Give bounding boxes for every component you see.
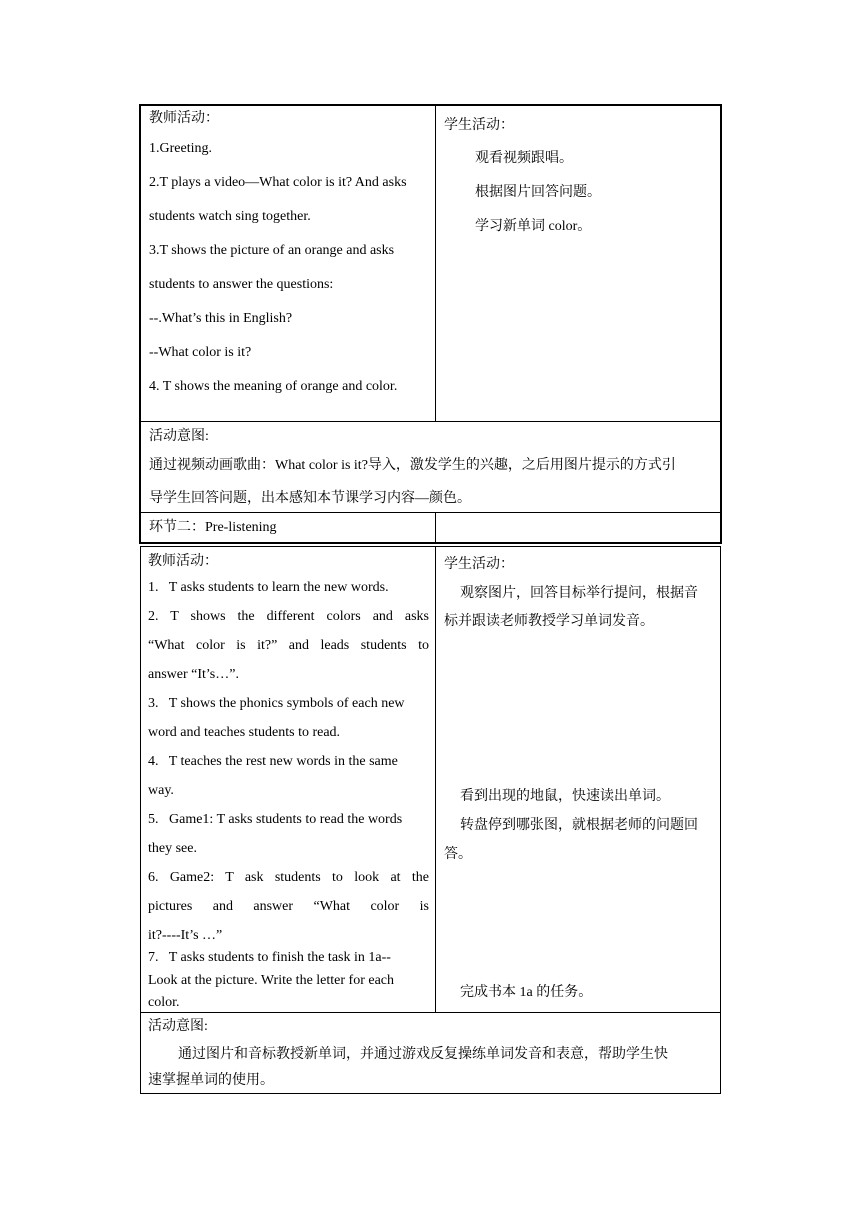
teacher-line: 6. Game2: T ask students to look at the bbox=[148, 870, 429, 885]
teacher-line: pictures and answer “What color is bbox=[148, 899, 429, 914]
teacher-line: answer “It’s…”. bbox=[148, 667, 239, 682]
teacher-line: color. bbox=[148, 995, 180, 1010]
student-line: 答。 bbox=[444, 847, 472, 862]
table1-hline-2 bbox=[141, 512, 720, 513]
lesson-table-2 bbox=[140, 546, 721, 1094]
student-line: 观看视频跟唱。 bbox=[475, 151, 573, 166]
intent-heading: 活动意图: bbox=[149, 429, 209, 444]
teacher-activity-heading: 教师活动： bbox=[148, 554, 218, 569]
teacher-line: Look at the picture. Write the letter for each bbox=[148, 973, 395, 988]
table1-vertical-divider bbox=[435, 106, 436, 422]
student-line: 转盘停到哪张图，就根据老师的问题回 bbox=[460, 818, 698, 833]
student-activity-heading: 学生活动： bbox=[444, 118, 514, 133]
student-activity-cell-2 bbox=[444, 547, 717, 1011]
teacher-line: “What color is it?” and leads students to bbox=[148, 638, 429, 653]
teacher-line: way. bbox=[148, 783, 174, 798]
table1-hline-1 bbox=[141, 421, 720, 422]
student-line: 标并跟读老师教授学习单词发音。 bbox=[444, 614, 654, 629]
teacher-line: --.What’s this in English? bbox=[149, 311, 293, 326]
teacher-activity-heading: 教师活动： bbox=[149, 111, 219, 126]
teacher-activity-cell-1 bbox=[149, 108, 429, 420]
teacher-line: they see. bbox=[148, 841, 197, 856]
student-line: 观察图片，回答目标举行提问，根据音 bbox=[460, 586, 698, 601]
activity-intent-cell-2 bbox=[148, 1014, 718, 1093]
teacher-line: students to answer the questions: bbox=[149, 277, 334, 292]
teacher-line: 4. T teaches the rest new words in the same bbox=[148, 754, 398, 769]
table1-vertical-divider-bottom bbox=[435, 512, 436, 544]
teacher-line: students watch sing together. bbox=[149, 209, 311, 224]
student-line: 根据图片回答问题。 bbox=[475, 185, 601, 200]
stage-row bbox=[149, 514, 429, 542]
teacher-line: 2.T plays a video—What color is it? And asks bbox=[149, 175, 407, 190]
intent-heading: 活动意图: bbox=[148, 1019, 208, 1034]
teacher-line: 3. T shows the phonics symbols of each new bbox=[148, 696, 405, 711]
teacher-line: 1.Greeting. bbox=[149, 141, 212, 156]
teacher-line: 2. T shows the different colors and asks bbox=[148, 609, 429, 624]
teacher-activity-cell-2 bbox=[148, 547, 429, 1011]
teacher-line: 3.T shows the picture of an orange and asks bbox=[149, 243, 395, 258]
student-line: 学习新单词 color。 bbox=[475, 219, 592, 234]
activity-intent-cell-1 bbox=[149, 423, 719, 511]
stage-label: 环节二：Pre-listening bbox=[149, 520, 277, 535]
student-activity-heading: 学生活动： bbox=[444, 557, 514, 572]
teacher-line: 5. Game1: T asks students to read the words bbox=[148, 812, 403, 827]
teacher-line: 4. T shows the meaning of orange and color. bbox=[149, 379, 398, 394]
teacher-line: word and teaches students to read. bbox=[148, 725, 341, 740]
intent-line: 导学生回答问题，出本感知本节课学习内容—颜色。 bbox=[149, 491, 471, 506]
table2-vertical-divider bbox=[435, 547, 436, 1013]
intent-line: 通过图片和音标教授新单词，并通过游戏反复操练单词发音和表意，帮助学生快 bbox=[178, 1047, 668, 1062]
intent-line: 速掌握单词的使用。 bbox=[148, 1073, 274, 1088]
intent-line: 通过视频动画歌曲：What color is it?导入，激发学生的兴趣，之后用图片提示的方式引 bbox=[149, 458, 676, 473]
table2-hline bbox=[141, 1012, 720, 1013]
student-line: 完成书本 1a 的任务。 bbox=[460, 985, 593, 1000]
teacher-line: 7. T asks students to finish the task in 1a-- bbox=[148, 950, 391, 965]
student-activity-cell-1 bbox=[444, 108, 719, 420]
teacher-line: --What color is it? bbox=[149, 345, 252, 360]
student-line: 看到出现的地鼠，快速读出单词。 bbox=[460, 789, 670, 804]
lesson-table-1 bbox=[139, 104, 722, 544]
teacher-line: 1. T asks students to learn the new words. bbox=[148, 580, 389, 595]
teacher-line: it?----It’s …” bbox=[148, 928, 223, 943]
